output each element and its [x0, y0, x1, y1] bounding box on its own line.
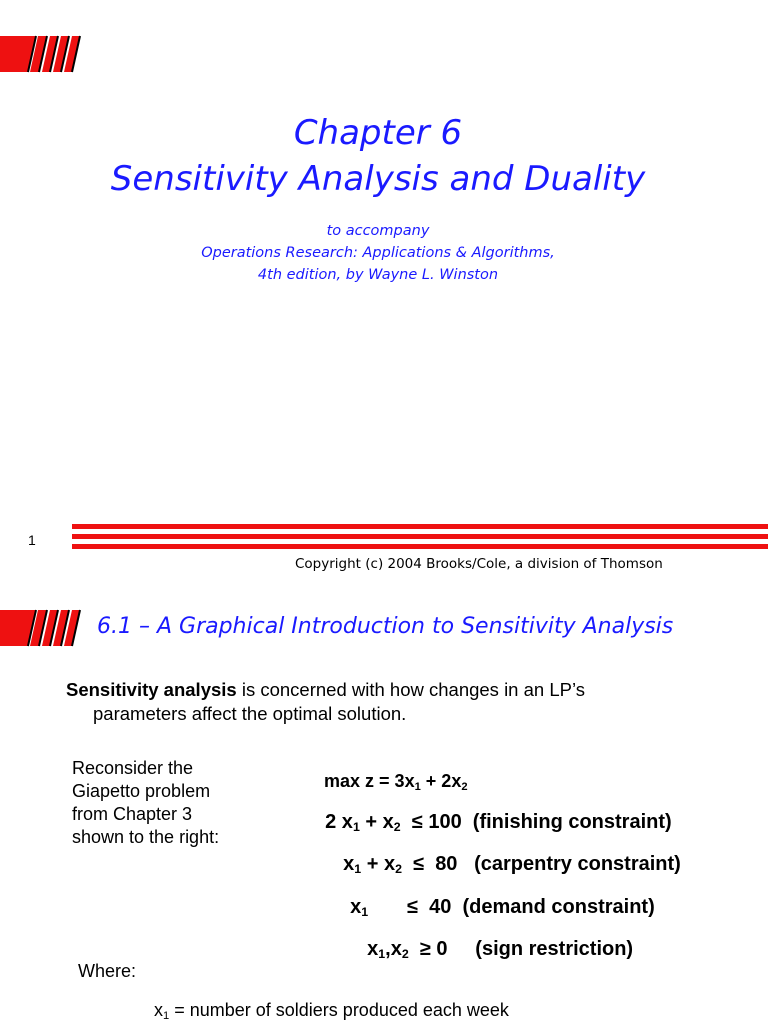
section-heading: 6.1 – A Graphical Introduction to Sensitivity Analysis	[97, 614, 674, 639]
left-text-line3: from Chapter 3	[72, 804, 193, 824]
red-striped-logo-icon	[0, 608, 84, 648]
subtitle-line2: Operations Research: Applications & Algorithms,	[201, 245, 555, 261]
intro-text-line1: is concerned with how changes in an LP’s	[236, 679, 585, 700]
left-text-line2: Giapetto problem	[72, 781, 211, 801]
page-number: 1	[28, 532, 36, 548]
red-rule-lines	[72, 524, 768, 549]
intro-paragraph	[66, 678, 585, 726]
subtitle-line3: 4th edition, by Wayne L. Winston	[257, 267, 499, 283]
intro-text-line2: parameters affect the optimal solution.	[93, 703, 407, 724]
constraint-demand: $x_1$ ≤ 40 (demand constraint)	[350, 896, 655, 920]
intro-bold-term: Sensitivity analysis	[66, 679, 237, 700]
copyright-text: Copyright (c) 2004 Brooks/Cole, a division of Thomson	[295, 556, 663, 572]
chapter-subtitle	[0, 220, 756, 286]
subtitle-line1: to accompany	[326, 223, 430, 239]
slide2-logo	[0, 608, 84, 648]
constraint-finishing: 2 $x_1 + x_2 \le 100$ (finishing constraint)	[325, 811, 672, 835]
constraint-sign: $x_1,x_2 \ge 0$ (sign restriction)	[367, 938, 634, 962]
left-text-line1: Reconsider the	[72, 758, 194, 778]
slide1-logo	[0, 34, 84, 74]
where-label: Where:	[78, 961, 137, 981]
left-text-line4: shown to the right:	[72, 827, 220, 847]
definition-x1: $x_1$ = number of soldiers produced each week	[154, 1000, 509, 1022]
chapter-title	[0, 110, 756, 202]
objective-function: $\max z = 3x_1 + 2x_2$	[324, 771, 468, 793]
left-description	[72, 757, 219, 849]
chapter-title-line2: Sensitivity Analysis and Duality	[110, 159, 646, 199]
chapter-title-line1: Chapter 6	[293, 113, 463, 153]
constraint-carpentry: $x_1 + x_2 \le 80$ (carpentry constraint)	[343, 853, 681, 877]
red-striped-logo-icon	[0, 34, 84, 74]
